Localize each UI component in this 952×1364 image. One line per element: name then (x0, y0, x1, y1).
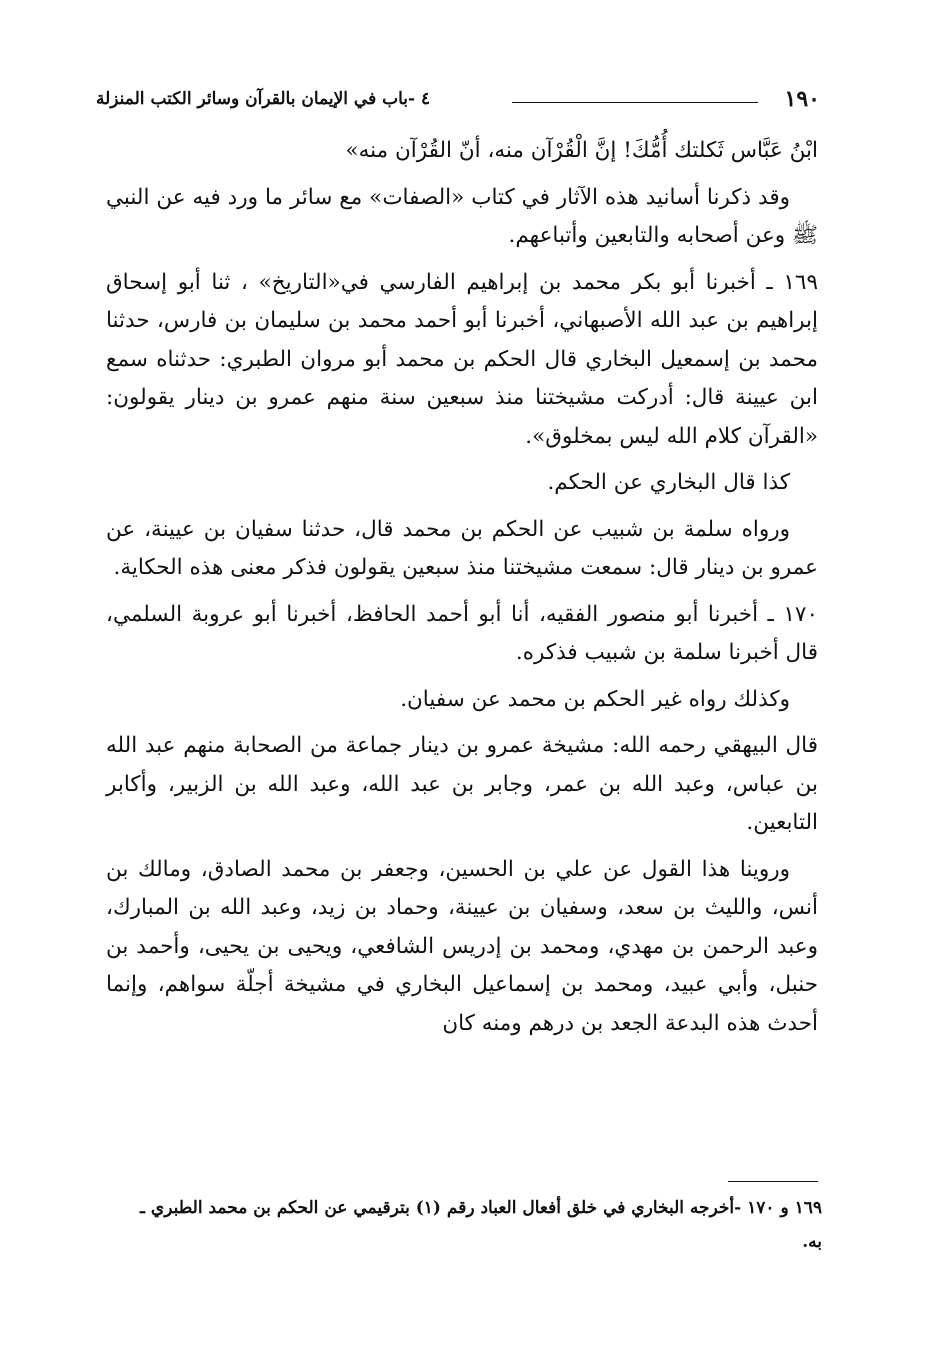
footnote (100, 1191, 822, 1259)
paragraph: ورواه سلمة بن شبيب عن الحكم بن محمد قال، حدثنا سفيان بن عيينة، عن عمرو بن دينار قال: سمعت مشيختنا منذ سبعين يقولون فذكر معنى هذه الحكاية. (106, 516, 818, 580)
page-number: ١٩٠ (784, 86, 820, 112)
paragraph: قال البيهقي رحمه الله: مشيخة عمرو بن دينار جماعة من الصحابة منهم عبد الله بن عباس، وعبد الله بن عمر، وجابر بن عبد الله، وعبد الله بن الزبير، وأكابر التابعين. (106, 733, 818, 835)
header-rule (512, 102, 758, 103)
paragraph: ابْنُ عَبَّاس ثَكلتك أُمُّكَ! إنَّ الْقُرْآن منه، أنّ القُرْآن منه» (345, 138, 818, 163)
paragraph-hadith-169: ١٦٩ ـ أخبرنا أبو بكر محمد بن إبراهيم الفارسي في«التاريخ» ، ثنا أبو إسحاق إبراهيم بن عبد الله الأصبهاني، أخبرنا أبو أحمد محمد بن سليمان بن فارس، حدثنا محمد بن إسمعيل البخاري قال الحكم بن محمد أبو مروان الطبري: حدثناه سمع ابن عيينة قال: أدركت مشيختنا منذ سبعين سنة منهم عمرو بن دينار يقولون: «القرآن كلام الله ليس بمخلوق». (106, 269, 818, 449)
paragraph: وروينا هذا القول عن علي بن الحسين، وجعفر بن محمد الصادق، ومالك بن أنس، والليث بن سعد، وسفيان بن عيينة، وحماد بن زيد، وعبد الله بن المبارك، وعبد الرحمن بن مهدي، ومحمد بن إدريس الشافعي، ويحيى بن يحيى، وأحمد بن حنبل، وأبي عبيد، ومحمد بن إسماعيل البخاري في مشيخة أجلّة سواهم، وإنما أحدث هذه البدعة الجعد بن درهم ومنه كان (106, 856, 818, 1036)
footnote-line: به. (802, 1232, 822, 1252)
paragraph: وكذلك رواه غير الحكم بن محمد عن سفيان. (400, 686, 790, 712)
paragraph: وقد ذكرنا أسانيد هذه الآثار في كتاب «الصفات» مع سائر ما ورد فيه عن النبي ﷺ وعن أصحابه والتابعين وأتباعهم. (106, 184, 818, 248)
paragraph-hadith-170: ١٧٠ ـ أخبرنا أبو منصور الفقيه، أنا أبو أحمد الحافظ، أخبرنا أبو عروبة السلمي، قال أخبرنا سلمة بن شبيب فذكره. (106, 601, 818, 665)
footnote-separator (728, 1181, 818, 1182)
footnote-line: ١٦٩ و ١٧٠ -أخرجه البخاري في خلق أفعال العباد رقم (١) بترقيمي عن الحكم بن محمد الطبري ـ (140, 1198, 822, 1218)
page-header (96, 86, 820, 120)
main-text (106, 132, 818, 1051)
running-title: ٤ -باب في الإيمان بالقرآن وسائر الكتب المنزلة (96, 89, 431, 109)
paragraph: كذا قال البخاري عن الحكم. (547, 470, 790, 495)
